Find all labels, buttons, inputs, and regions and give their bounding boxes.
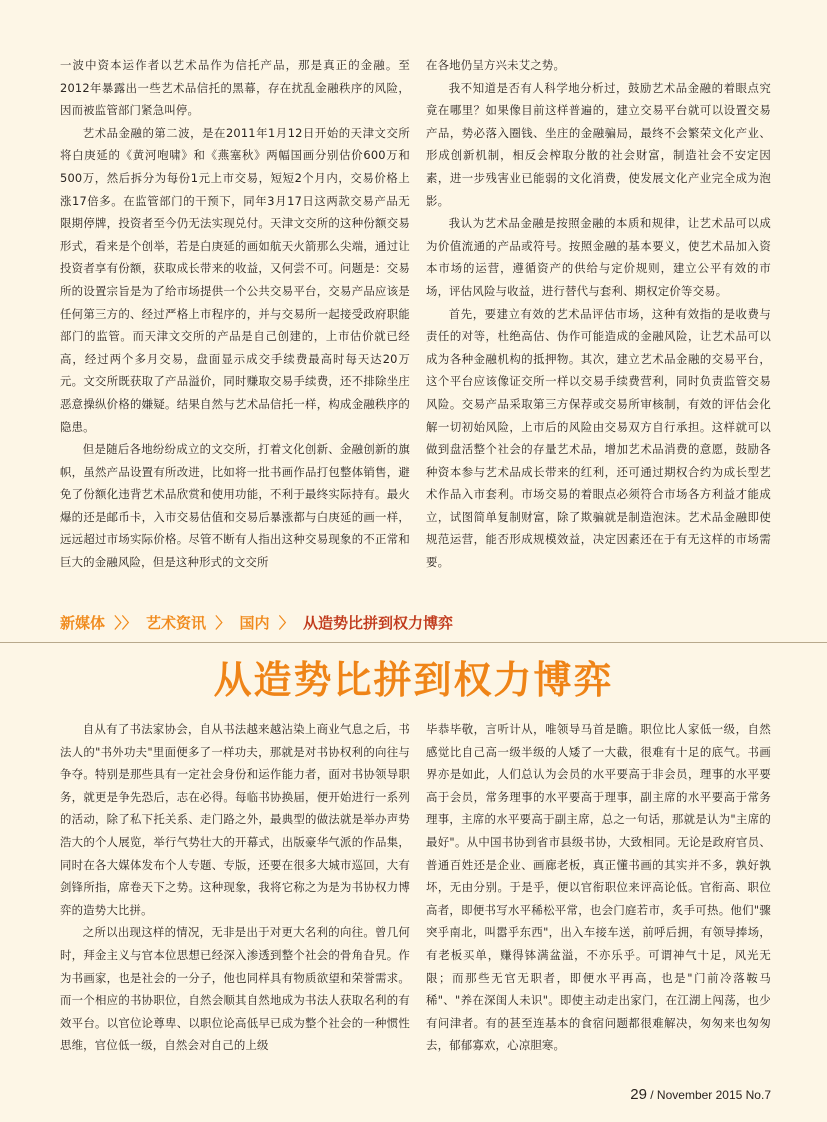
paragraph: 艺术品金融的第二波，是在2011年1月12日开始的天津文交所将白庚延的《黄河咆啸》和《燕塞秋》两幅国画分别估价600万和500万，然后拆分为每份1元上市交易，短短2个月内，交易价格上涨17倍多。在监管部门的干预下，同年3月17日这两款交易产品无限期停牌，投资者至今仍无法实现兑付。天津文交所的这种份额交易形式，看来是个创举，若是白庚延的画如航天火箭那么尖端，通过让投资者享有份额，获取成长带来的收益，又何尝不可。问题是：交易所的设置宗旨是为了给市场提供一个公共交易平台，交易产品应该是任何第三方的、经过严格上市程序的，并与交易所一起接受政府职能部门的监管。而天津文交所的产品是自己创建的，上市估价就已经高，经过两个多月交易，盘面显示成交手续费最高时每天达20万元。文交所既获取了产品溢价，同时赚取交易手续费，还不排除坐庄恶意操纵价格的嫌疑。结果自然与艺术品信托一样，构成金融秩序的隐患。 [60,125,410,434]
breadcrumb-separator: 〉〉 [114,614,137,632]
breadcrumb-category[interactable]: 艺术资讯 [146,614,207,632]
breadcrumb [60,612,453,638]
top-right-column [426,54,771,574]
page-number: 29 [630,1086,647,1103]
article-headline: 从造势比拼到权力博弈 [213,658,614,702]
paragraph: 之所以出现这样的情况，无非是出于对更大名利的向往。曾几何时，拜金主义与官本位思想已经深入渗透到整个社会的骨角旮旯。作为书画家，也是社会的一分子，他也同样具有物质欲望和荣誉需求。而一个相应的书协职位，自然会顺其自然地成为书法人获取名利的有效平台。以官位论尊卑、以职位论高低早已成为整个社会的一种惯性思维，官位低一级，自然会对自己的上级 [60,925,410,1053]
paragraph: 在各地仍呈方兴未艾之势。 [426,58,566,72]
bottom-left-column [60,718,410,1057]
top-left-column [60,54,410,574]
issue-label: November 2015 No.7 [653,1088,771,1102]
paragraph: 自从有了书法家协会，自从书法越来越沾染上商业气息之后，书法人的"书外功夫"里面便多了一样功夫，那就是对书协权利的向往与争夺。特别是那些具有一定社会身份和运作能力者，面对书协领导职务，就更是争先恐后，志在必得。每临书协换届，便开始进行一系列的活动，除了私下托关系、走门路之外，最典型的做法就是举办声势浩大的个人展览，举行气势壮大的开幕式，出版豪华气派的作品集，同时在各大媒体发布个人专题、专版，还要在很多大城市巡回，大有剑锋所指，席卷天下之势。这种现象，我将它称之为是为书协权力博弈的造势大比拼。 [60,722,410,917]
bottom-right-column [426,718,771,1057]
section-divider [0,642,827,643]
breadcrumb-section[interactable]: 新媒体 [60,614,106,632]
folio-slash: / [646,1088,654,1102]
paragraph: 我认为艺术品金融是按照金融的本质和规律，让艺术品可以成为价值流通的产品或符号。按照金融的基本要义，使艺术品加入资本市场的运营，遵循资产的供给与定价规则，建立公平有效的市场，评估风险与收益，进行替代与套利、期权定价等交易。 [426,216,771,298]
breadcrumb-current: 从造势比拼到权力博弈 [303,614,454,632]
paragraph: 首先，要建立有效的艺术品评估市场，这种有效指的是收费与责任的对等，杜绝高估、伪作可能造成的金融风险，让艺术品可以成为各种金融机构的抵押物。其次，建立艺术品金融的交易平台，这个平台应该像证交所一样以交易手续费营利，同时负责监管交易风险。交易产品采取第三方保荐或交易所审核制，有效的评估会化解一切初始风险，上市后的风险由交易双方自行承担。这样就可以做到盘活整个社会的存量艺术品，增加艺术品消费的意愿，鼓励各种资本参与艺术品成长带来的红利，还可通过期权合约为成长型艺术作品入市套利。市场交易的着眼点必须符合市场各方利益才能成立，试图简单复制财富，除了欺骗就是制造泡沫。艺术品金融即使规范运营，能否形成规模效益，决定因素还在于有无这样的市场需要。 [426,306,771,570]
paragraph: 毕恭毕敬，言听计从，唯领导马首是瞻。职位比人家低一级，自然感觉比自己高一级半级的人矮了一大截，很难有十足的底气。书画界亦是如此，人们总认为会员的水平要高于非会员，理事的水平要高于会员，常务理事的水平要高于理事，副主席的水平要高于常务理事，主席的水平要高于副主席，总之一句话，那就是认为"主席的最好"。从中国书协到省市县级书协，大致相同。无论是政府官员、普通百姓还是企业、画廊老板，真正懂书画的其实并不多，孰好孰坏，无由分别。于是乎，便以官衔职位来评高论低。官衔高、职位高者，即便书写水平稀松平常，也会门庭若市，炙手可热。他们"骤突乎南北，叫嚣乎东西"，出入车接车送，前呼后拥，有领导捧场，有老板买单，赚得钵满盆溢，不亦乐乎。可谓神气十足，风光无限；而那些无官无职者，即便水平再高，也是"门前冷落鞍马稀"、"养在深闺人未识"。即使主动走出家门，在江湖上闯荡，也少有问津者。有的甚至连基本的食宿问题都很难解决，匆匆来也匆匆去，郁郁寡欢，心凉胆寒。 [426,722,771,1053]
page-folio [630,1086,771,1103]
breadcrumb-separator: 〉 [215,614,231,632]
breadcrumb-separator: 〉 [278,614,294,632]
paragraph: 但是随后各地纷纷成立的文交所，打着文化创新、金融创新的旗帜，虽然产品设置有所改进，比如将一批书画作品打包整体销售，避免了份额化违背艺术品欣赏和使用功能，不利于最终实际持有。最火爆的还是邮币卡，入市交易估值和交易后暴涨都与白庚延的画一样，远远超过市场实际价格。尽管不断有人指出这种交易现象的不正常和巨大的金融风险，但是这种形式的文交所 [60,442,410,570]
breadcrumb-subcategory[interactable]: 国内 [239,614,270,632]
paragraph: 我不知道是否有人科学地分析过，鼓励艺术品金融的着眼点究竟在哪里？如果像目前这样普遍的，建立交易平台就可以设置交易产品，势必落入圈钱、坐庄的金融骗局，最终不会繁荣文化产业、形成创新机制，相反会榨取分散的社会财富，制造社会不安定因素，进一步残害业已能弱的文化消费，使发展文化产业完全成为泡影。 [426,80,771,208]
paragraph: 一波中资本运作者以艺术品作为信托产品，那是真正的金融。至2012年暴露出一些艺术品信托的黑幕，存在扰乱金融秩序的风险，因而被监管部门紧急叫停。 [60,58,410,118]
